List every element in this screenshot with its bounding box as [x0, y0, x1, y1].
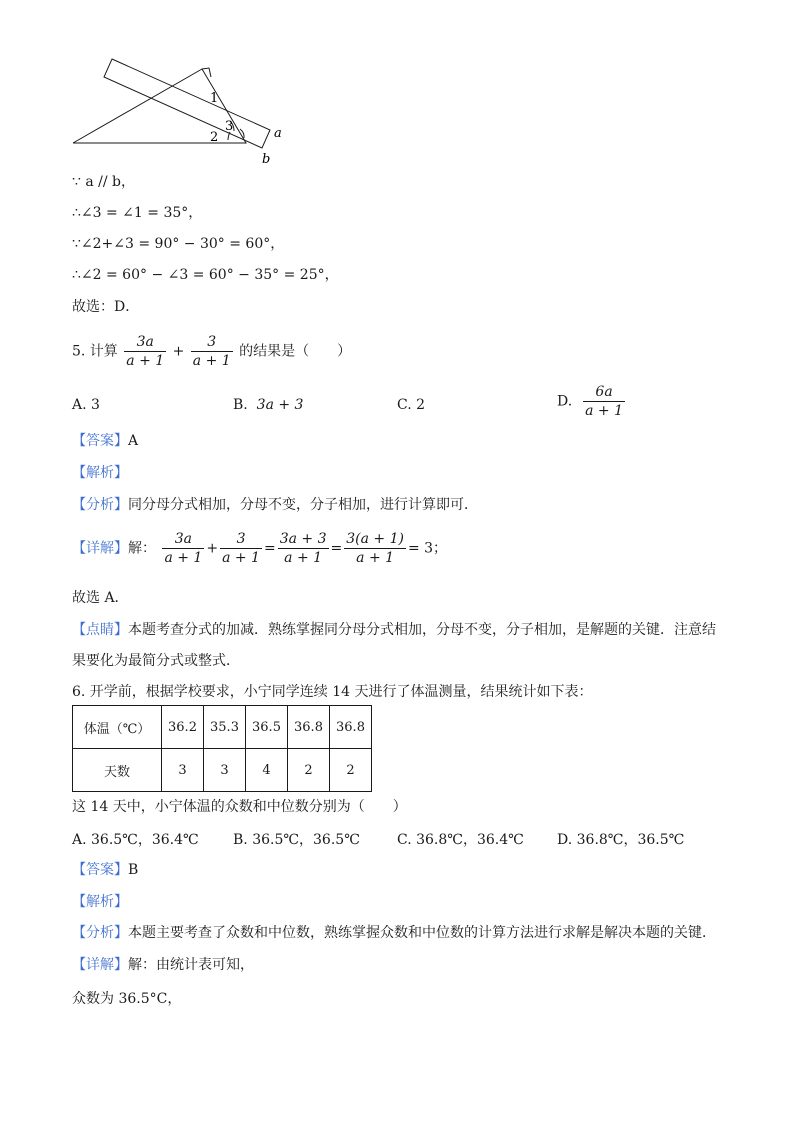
q5-dianjing-2: 果要化为最简分式或整式． [72, 653, 240, 669]
proof-line-4: ∴∠2 = 60° − ∠3 = 60° − 35° = 25°， [72, 267, 339, 283]
q5-option-a: A. 3 [72, 397, 100, 413]
angle-1-label: 1 [210, 91, 219, 106]
line-b-label: b [262, 152, 271, 167]
table-cell: 3 [204, 749, 246, 792]
plus-sign: + [172, 343, 185, 360]
table-cell: 3 [162, 749, 204, 792]
angle-3-label: 3 [225, 119, 234, 134]
table-cell: 36.2 [162, 706, 204, 749]
q5-xiangjie: 【详解】解： $\frac{3a}{a + 1}$ + $\frac{3}{a + 1}$ = $\frac{3a + 3}{a + 1}$ = $\frac{3(a + 1)}{a + 1}$ = 3； [72, 531, 448, 566]
q6-question: 这 14 天中，小宁体温的众数和中位数分别为（ ） [72, 799, 407, 815]
q5-dianjing-1: 【点睛】本题考查分式的加减．熟练掌握同分母分式相加，分母不变，分子相加，是解题的关键．注意结 [72, 622, 716, 638]
proof-line-1: ∵ a // b， [72, 174, 135, 190]
table-row [73, 749, 372, 792]
q6-fenxi: 【分析】本题主要考查了众数和中位数，熟练掌握众数和中位数的计算方法进行求解是解决本题的关键． [72, 925, 716, 941]
q5-suffix: 的结果是（ ） [239, 343, 352, 360]
q5-analysis-tag: 【解析】 [72, 465, 128, 481]
q6-analysis-tag: 【解析】 [72, 894, 128, 910]
table-cell: 2 [288, 749, 330, 792]
table-cell: 36.5 [246, 706, 288, 749]
angle-2-label: 2 [210, 130, 219, 145]
temperature-table [72, 705, 372, 792]
table-cell: 35.3 [204, 706, 246, 749]
geometry-figure [60, 55, 290, 170]
q6-answer: 【答案】B [72, 862, 139, 878]
q5-option-d: D. $\frac{6a}{a + 1}$ [557, 384, 623, 419]
proof-line-2: ∴∠3 = ∠1 = 35°， [72, 205, 203, 221]
table-header-temp: 体温（℃） [73, 706, 162, 749]
table-cell: 2 [330, 749, 372, 792]
line-a-label: a [274, 126, 282, 141]
q6-option-a: A. 36.5℃，36.4℃ [72, 832, 199, 848]
prev-conclusion: 故选：D． [72, 299, 140, 315]
q5-option-c: C. 2 [397, 397, 426, 413]
q5-fenxi: 【分析】同分母分式相加，分母不变，分子相加，进行计算即可． [72, 497, 478, 513]
table-cell: 4 [246, 749, 288, 792]
q6-option-b: B. 36.5℃，36.5℃ [233, 832, 360, 848]
table-cell: 36.8 [330, 706, 372, 749]
q6-option-d: D. 36.8℃，36.5℃ [557, 832, 685, 848]
q6-mode-line: 众数为 36.5°C， [72, 991, 182, 1007]
q6-stem: 6. 开学前，根据学校要求，小宁同学连续 14 天进行了体温测量，结果统计如下表： [72, 684, 593, 700]
q5-option-b: B. 3a + 3 [233, 397, 304, 413]
q5-stem [72, 333, 351, 370]
q5-fraction-2: $\frac{3}{a + 1}$ [192, 334, 231, 369]
q6-xiangjie: 【详解】解：由统计表可知， [72, 957, 254, 973]
q5-prefix: 5. 计算 [72, 343, 118, 360]
table-cell: 36.8 [288, 706, 330, 749]
q5-fraction-1: $\frac{3a}{a + 1}$ [126, 334, 165, 369]
q5-answer: 【答案】A [72, 433, 139, 449]
q5-conclusion: 故选 A． [72, 590, 129, 606]
table-row [73, 706, 372, 749]
q6-option-c: C. 36.8℃，36.4℃ [397, 832, 524, 848]
table-header-days: 天数 [73, 749, 162, 792]
proof-line-3: ∵∠2+∠3 = 90° − 30° = 60°， [72, 236, 285, 252]
